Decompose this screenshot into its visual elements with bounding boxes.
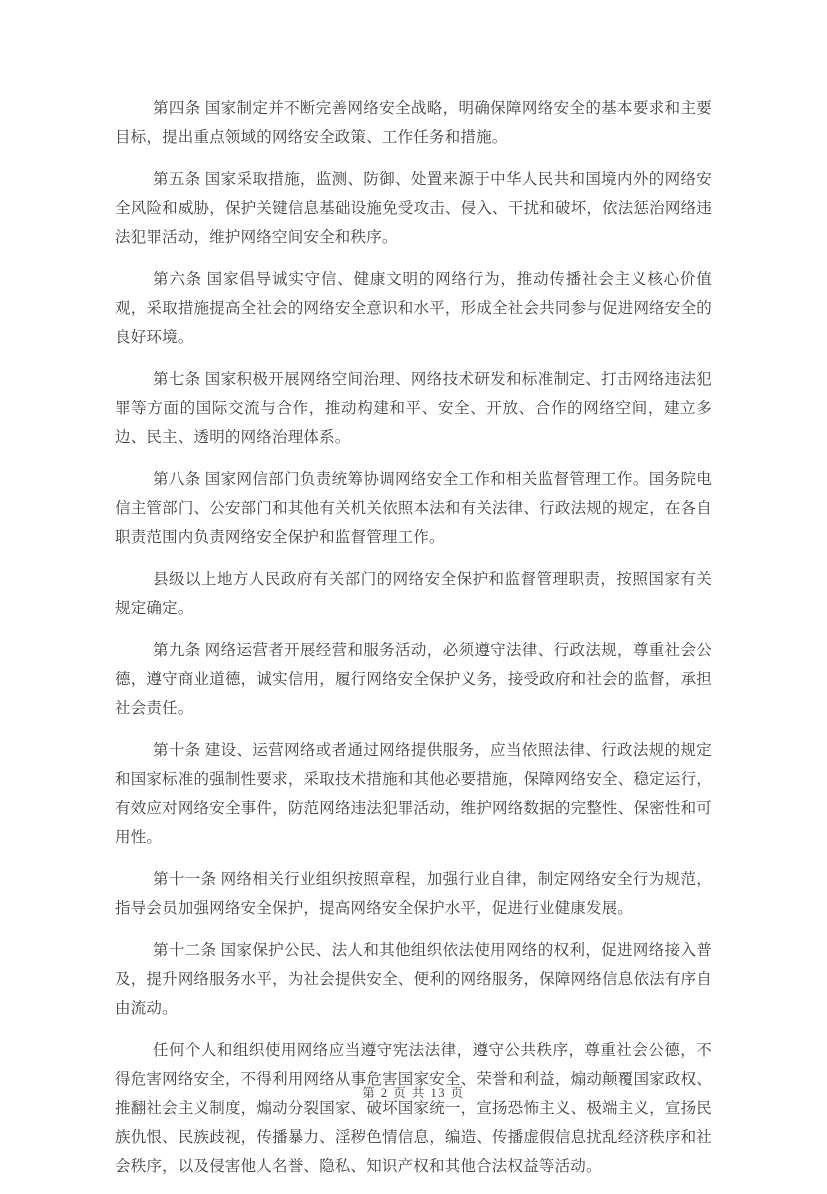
paragraph-article-4: 第四条 国家制定并不断完善网络安全战略，明确保障网络安全的基本要求和主要目标，提出重点领域的网络安全政策、工作任务和措施。 <box>115 100 712 146</box>
paragraph-article-7: 第七条 国家积极开展网络空间治理、网络技术研发和标准制定、打击网络违法犯罪等方面的国际交流与合作，推动构建和平、安全、开放、合作的网络空间，建立多边、民主、透明的网络治理体系。 <box>115 371 712 446</box>
page-footer <box>0 1083 827 1101</box>
paragraph-article-8: 第八条 国家网信部门负责统筹协调网络安全工作和相关监督管理工作。国务院电信主管部门、公安部门和其他有关机关依照本法和有关法律、行政法规的规定，在各自职责范围内负责网络安全保护和监督管理工作。 <box>115 471 712 546</box>
document-body <box>115 94 712 1194</box>
paragraph-article-9: 第九条 网络运营者开展经营和服务活动，必须遵守法律、行政法规，尊重社会公德，遵守商业道德，诚实信用，履行网络安全保护义务，接受政府和社会的监督，承担社会责任。 <box>115 642 712 717</box>
paragraph-article-12-continued: 任何个人和组织使用网络应当遵守宪法法律，遵守公共秩序，尊重社会公德，不得危害网络安全，不得利用网络从事危害国家安全、荣誉和利益，煽动颠覆国家政权、推翻社会主义制度，煽动分裂国家、破坏国家统一，宣扬恐怖主义、极端主义，宣扬民族仇恨、民族歧视，传播暴力、淫秽色情信息，编造、传播虚假信息扰乱经济秩序和社会秩序，以及侵害他人名誉、隐私、知识产权和其他合法权益等活动。 <box>115 1042 712 1175</box>
paragraph-article-8-continued: 县级以上地方人民政府有关部门的网络安全保护和监督管理职责，按照国家有关规定确定。 <box>115 571 712 617</box>
paragraph-article-5: 第五条 国家采取措施，监测、防御、处置来源于中华人民共和国境内外的网络安全风险和威胁，保护关键信息基础设施免受攻击、侵入、干扰和破坏，依法惩治网络违法犯罪活动，维护网络空间安全和秩序。 <box>115 171 712 246</box>
paragraph-article-12: 第十二条 国家保护公民、法人和其他组织依法使用网络的权利，促进网络接入普及，提升网络服务水平，为社会提供安全、便利的网络服务，保障网络信息依法有序自由流动。 <box>115 942 712 1017</box>
paragraph-article-11: 第十一条 网络相关行业组织按照章程，加强行业自律，制定网络安全行为规范，指导会员加强网络安全保护，提高网络安全保护水平，促进行业健康发展。 <box>115 871 712 917</box>
paragraph-article-10: 第十条 建设、运营网络或者通过网络提供服务，应当依照法律、行政法规的规定和国家标准的强制性要求，采取技术措施和其他必要措施，保障网络安全、稳定运行，有效应对网络安全事件，防范网络违法犯罪活动，维护网络数据的完整性、保密性和可用性。 <box>115 742 712 846</box>
paragraph-article-6: 第六条 国家倡导诚实守信、健康文明的网络行为，推动传播社会主义核心价值观，采取措施提高全社会的网络安全意识和水平，形成全社会共同参与促进网络安全的良好环境。 <box>115 271 712 346</box>
page-number-text: 第 2 页 共 13 页 <box>362 1086 465 1100</box>
